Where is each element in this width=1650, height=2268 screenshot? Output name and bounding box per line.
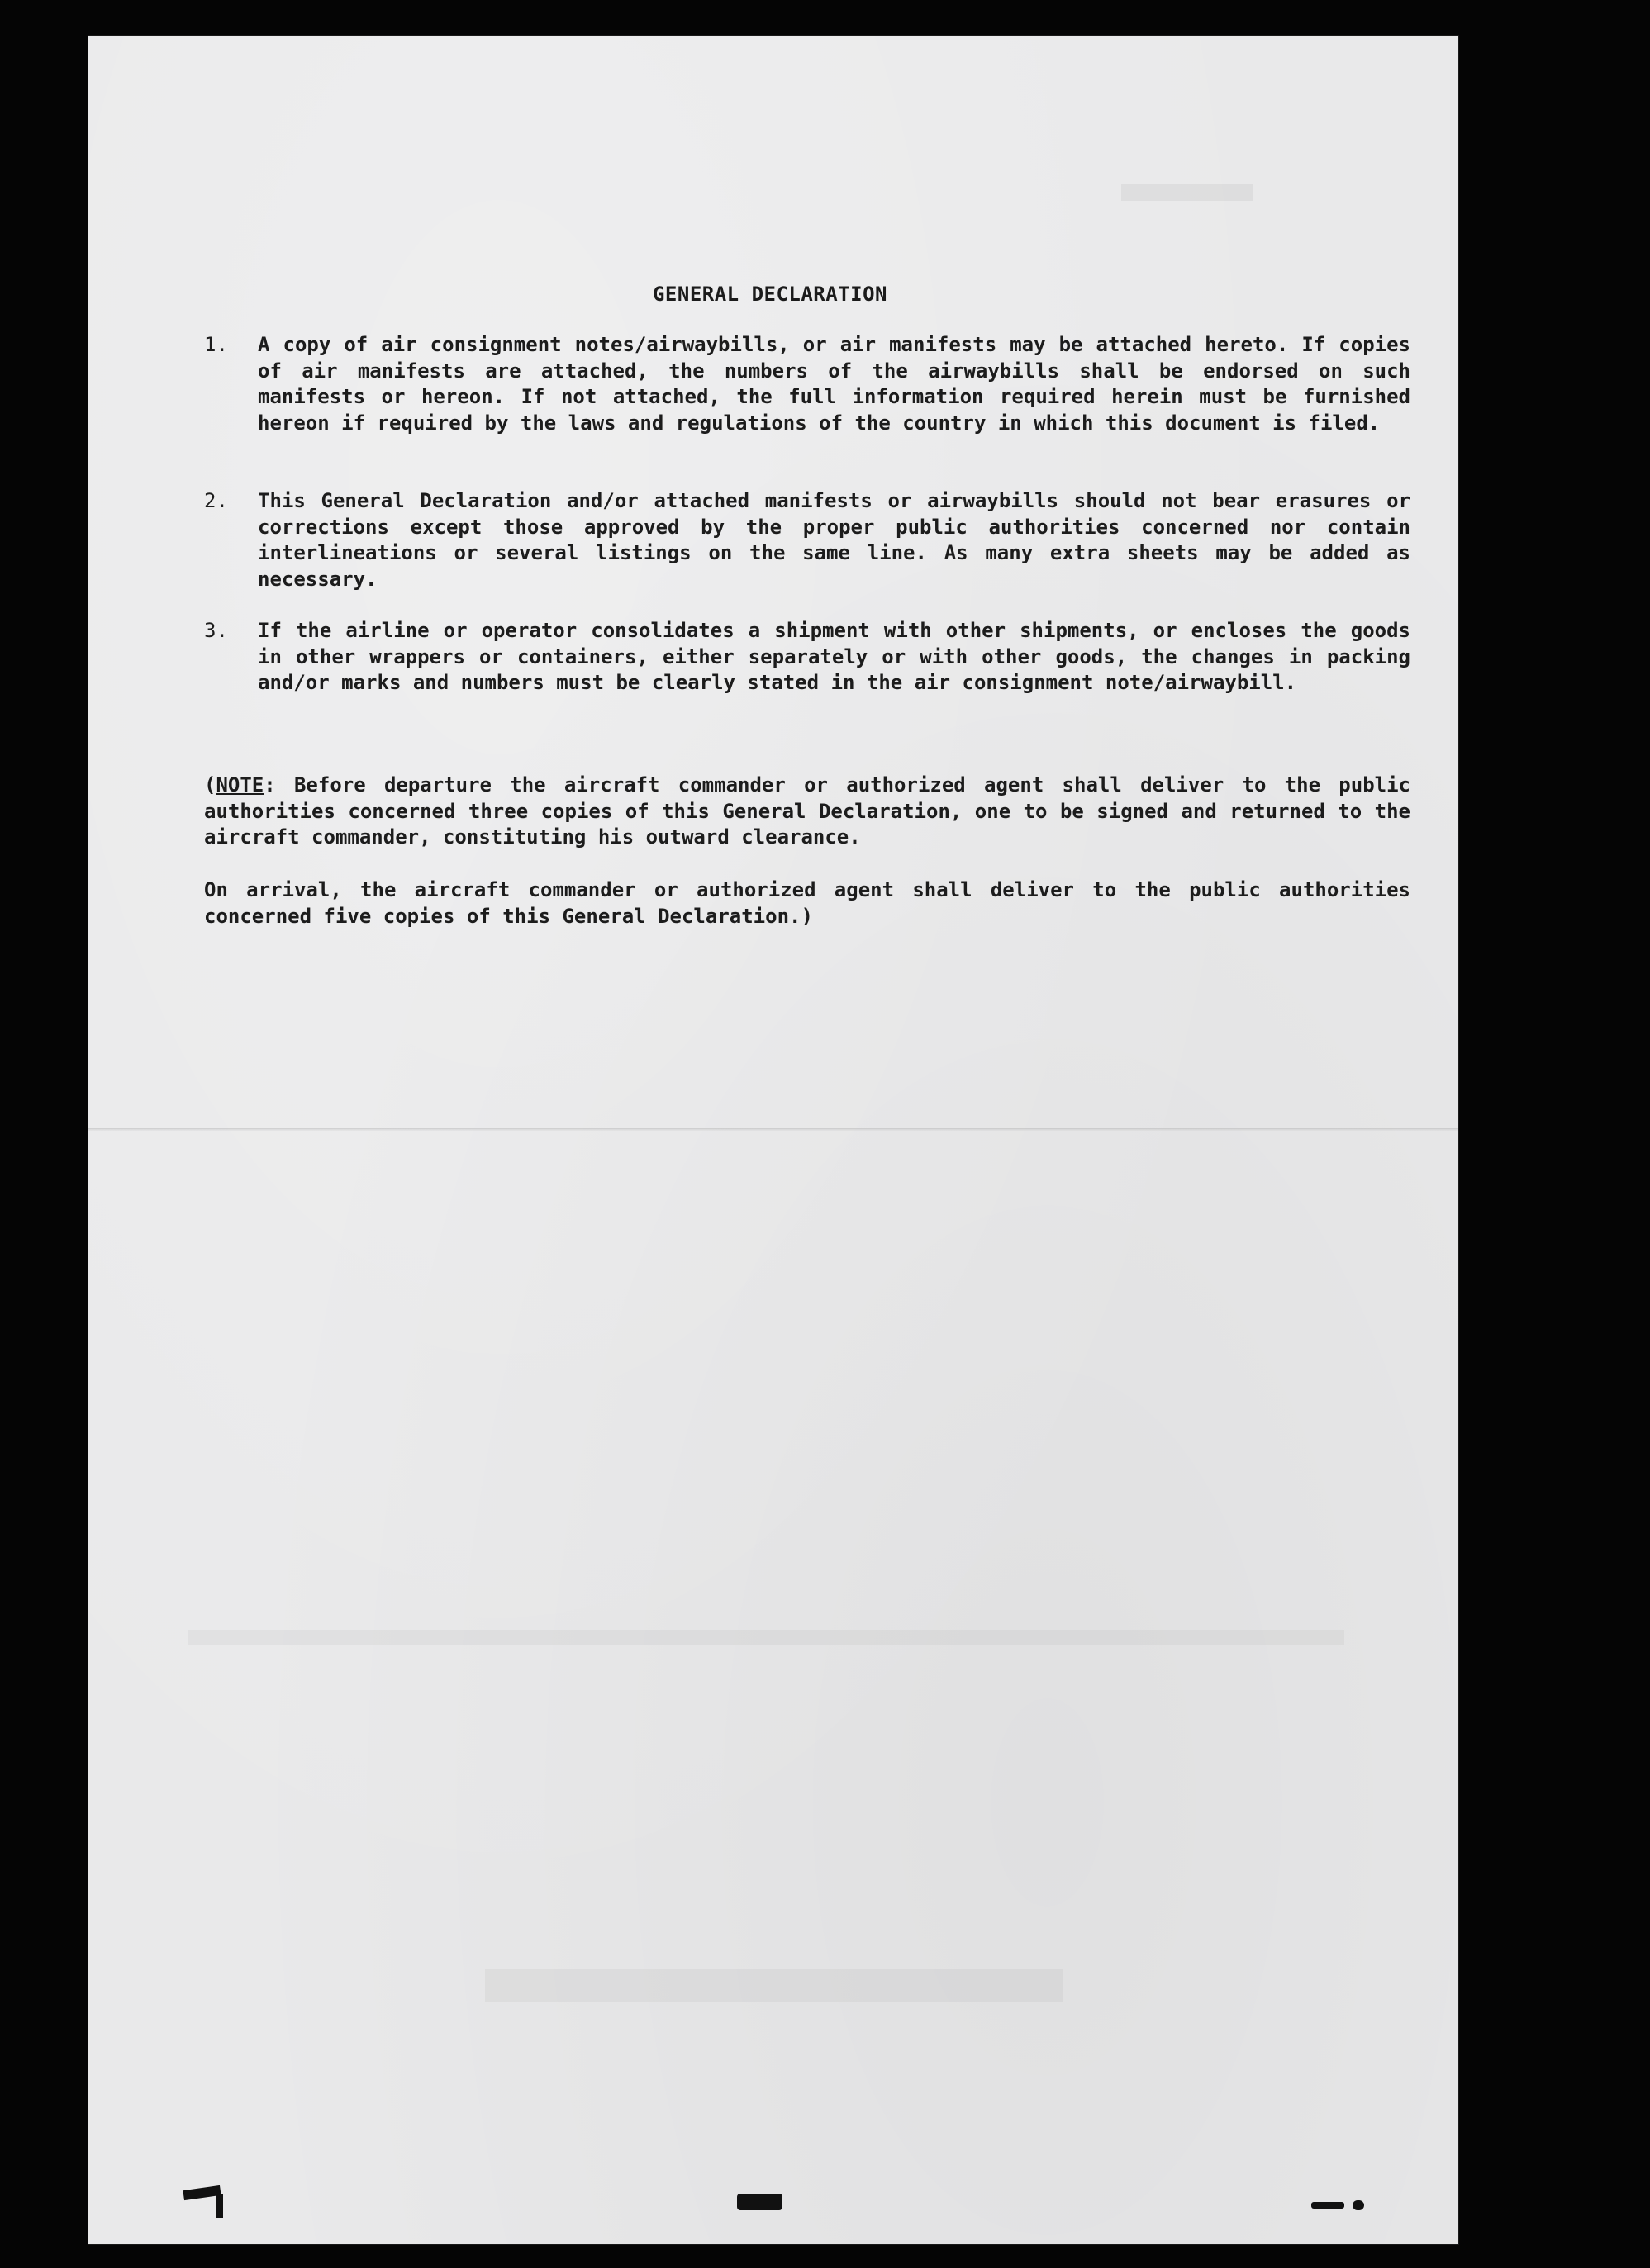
note-paragraph-departure [204,773,1410,851]
clause-number: 1. [204,333,228,356]
clause-2 [204,488,1410,592]
ink-blot [216,2194,223,2218]
clause-text: This General Declaration and/or attached manifests or airwaybills should not bear erasures or corrections except those approved by the proper public authorities concerned nor contain interlineations or several listings on the same line. As many extra sheets may be added as necessary. [258,489,1410,591]
clause-text: A copy of air consignment notes/airwaybills, or air manifests may be attached hereto. If copies of air manifests are attached, the numbers of the airwaybills shall be endorsed on such manifests or hereon. If not attached, the full information required herein must be furnished hereon if required by the laws and regulations of the country in which this document is filed. [258,333,1410,435]
ink-blot [1311,2202,1344,2209]
note-open-paren: ( [204,773,216,796]
clause-number: 2. [204,489,228,512]
bleed-through-mark [188,1630,1344,1645]
bleed-through-mark [1121,184,1253,201]
bleed-through-mark [485,1969,1063,2002]
note-paragraph-arrival: On arrival, the aircraft commander or authorized agent shall deliver to the public authorities concerned five copies of this General Declaration.) [204,878,1410,928]
scanned-document-page [88,36,1458,2244]
note-text: : Before departure the aircraft commander or authorized agent shall deliver to the public authorities concerned three copies of this General Declaration, one to be signed and returned to the aircraft commander, constituting his outward clearance. [204,773,1410,849]
document-title: GENERAL DECLARATION [652,283,888,306]
ink-blot [737,2194,782,2210]
note-label: NOTE [216,773,264,796]
page-fold-line [88,1128,1458,1131]
ink-blot [1353,2200,1364,2210]
clause-3 [204,618,1410,697]
clause-1 [204,332,1410,436]
ink-blot [183,2185,221,2200]
clause-text: If the airline or operator consolidates a shipment with other shipments, or encloses the goods in other wrappers or containers, either separately or with other goods, the changes in packing and/or marks and numbers must be clearly stated in the air consignment note/airwaybill. [258,619,1410,694]
clause-number: 3. [204,619,228,642]
